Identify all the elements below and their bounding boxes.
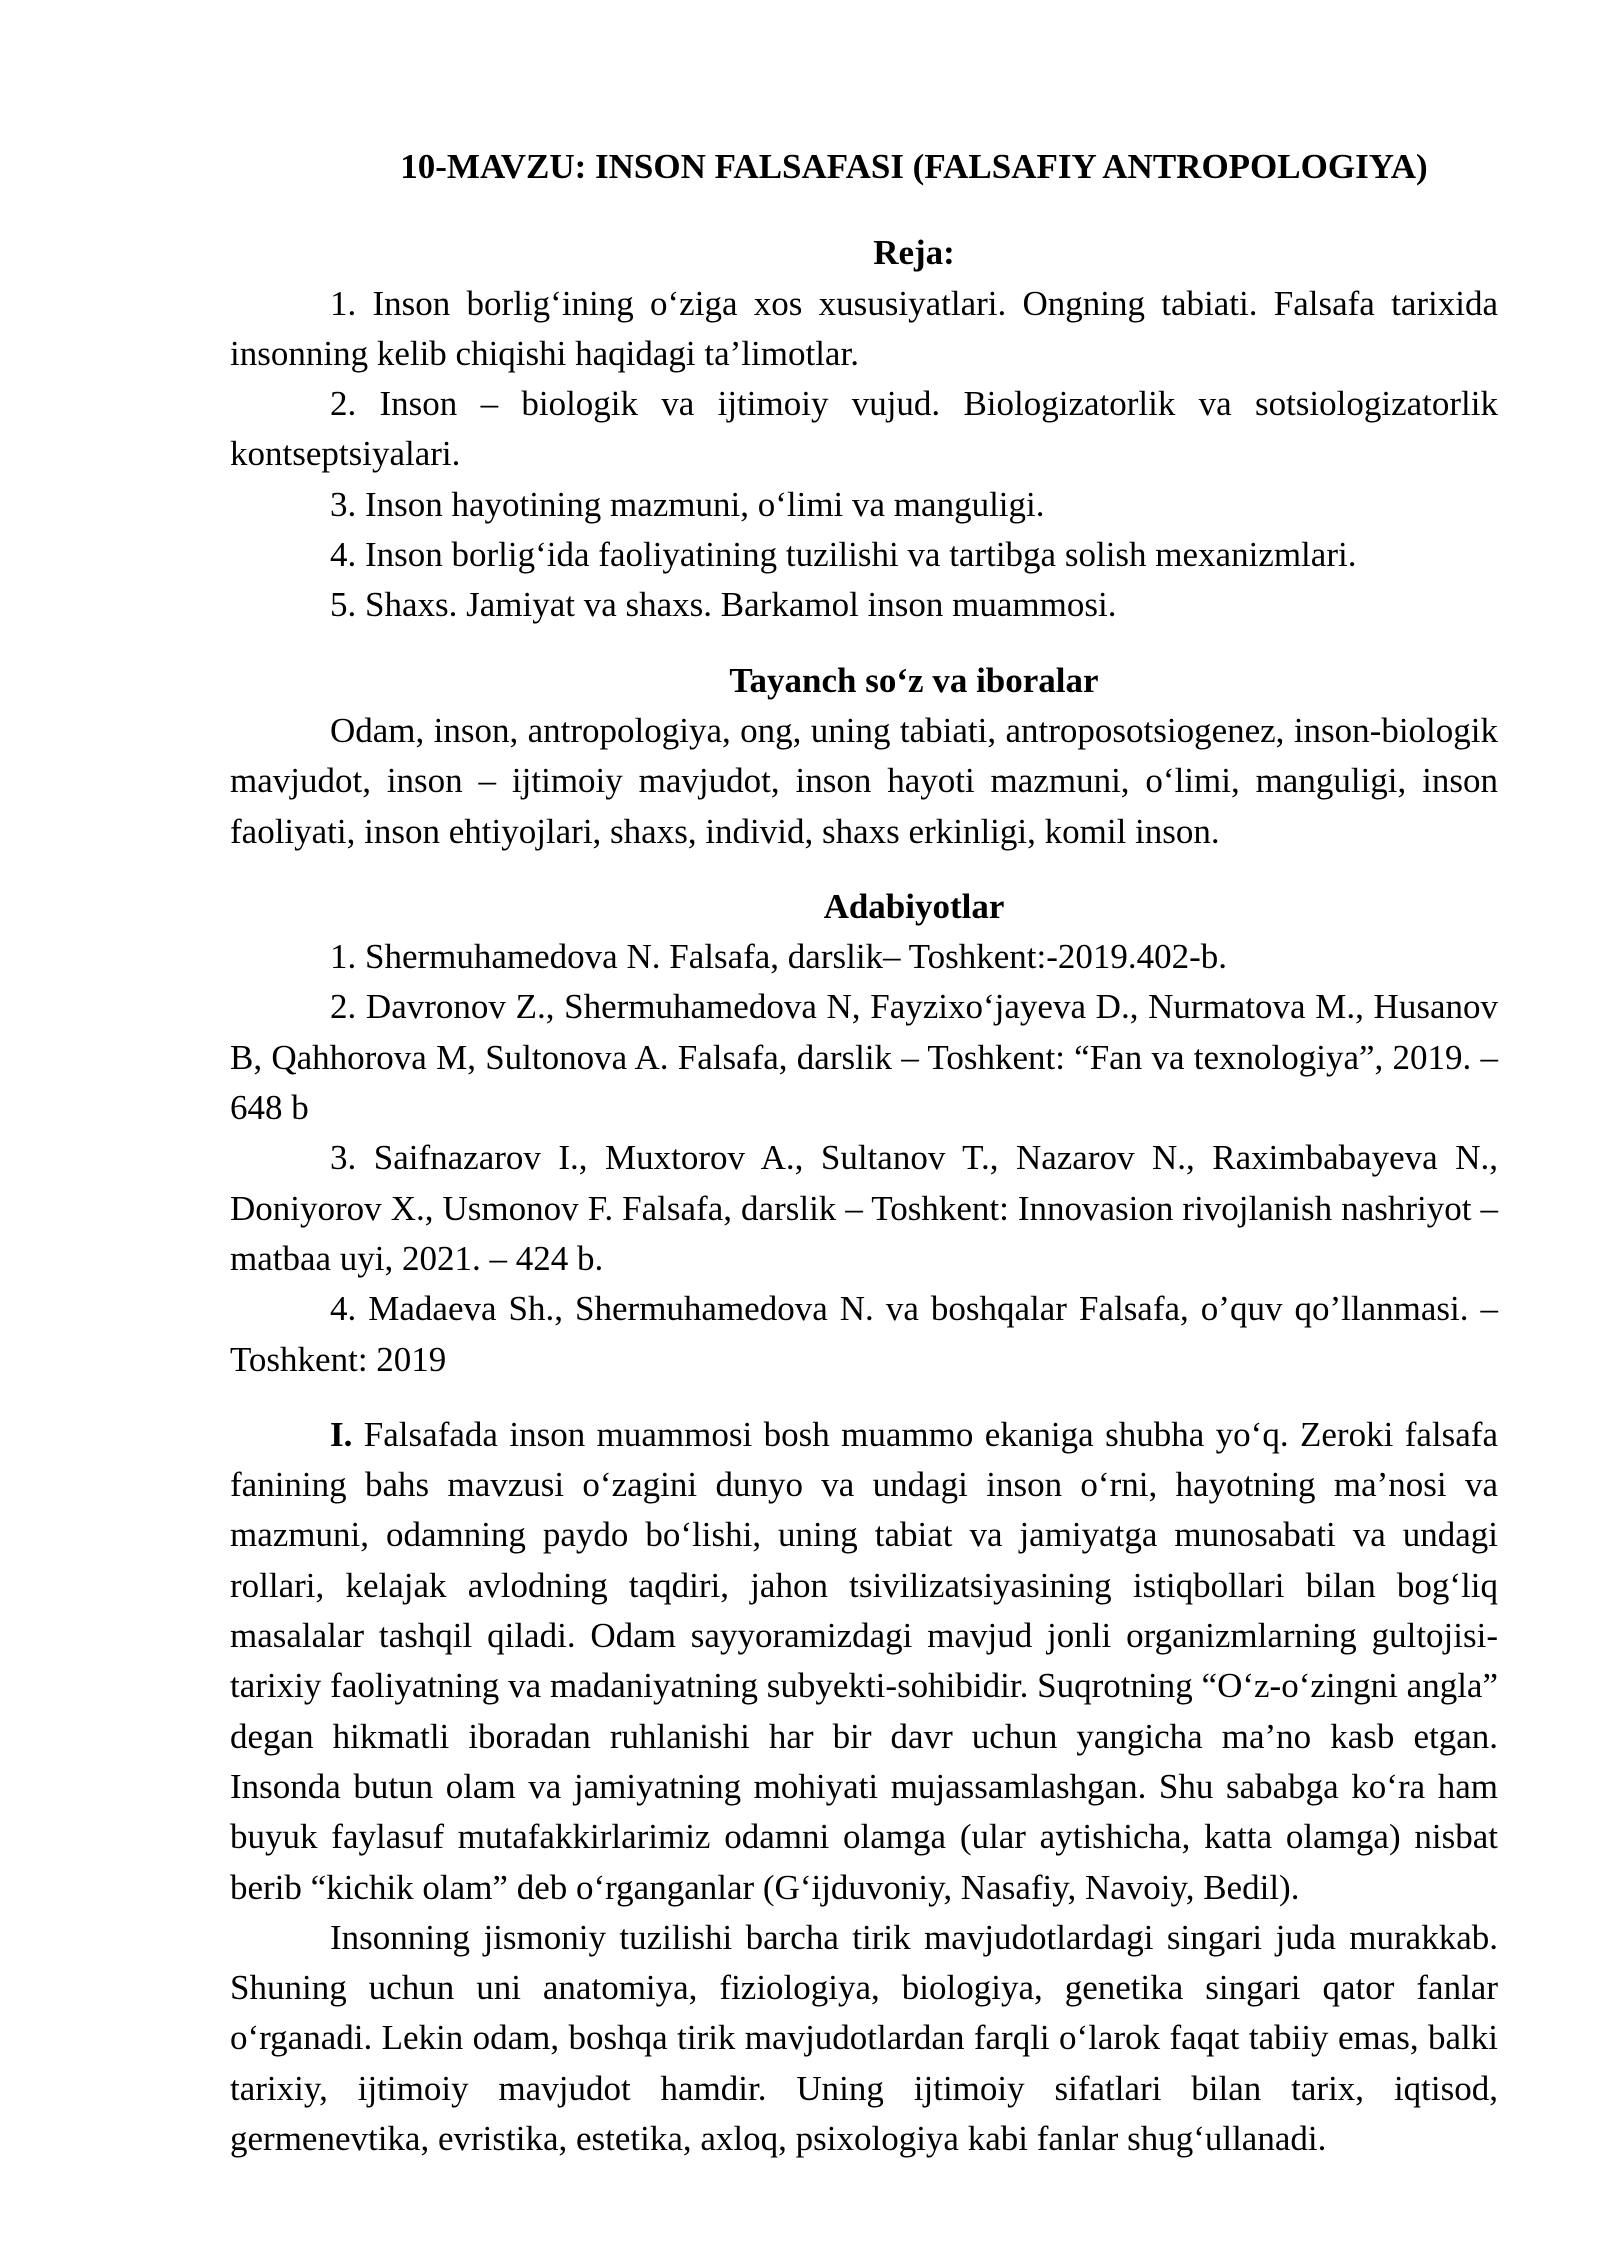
main-paragraph-2: Insonning jismoniy tuzilishi barcha tirik mavjudotlardagi singari juda murakkab. Shuning uchun uni anatomiya, fiziologiya, biologiya, genetika singari qator fanlar oʻrganadi. Lekin odam, boshqa tirik mavjudotlardan farqli oʻlarok faqat tabiiy emas, balki tarixiy, ijtimoiy mavjudot hamdir. Uning ijtimoiy sifatlari bilan tarix, iqtisod, germenevtika, evristika, estetika, axloq, psixologiya kabi fanlar shugʻullanadi. [230,1917,1498,2158]
reja-item-2: 2. Inson – biologik va ijtimoiy vujud. Biologizatorlik va sotsiologizatorlik kontseptsiyalari. [230,384,1498,474]
document-title: 10-MAVZU: INSON FALSAFASI (FALSAFIY ANTROPOLOGIYA) [400,147,1428,186]
reja-item-4: 4. Inson borligʻida faoliyatining tuzilishi va tartibga solish mexanizmlari. [330,535,1357,575]
reference-item-2: 2. Davronov Z., Shermuhamedova N, Fayzixoʻjayeva D., Nurmatova M., Husanov B, Qahhorova M, Sultonova A. Falsafa, darslik – Toshkent: “Fan va texnologiya”, 2019. – 648 b [230,987,1498,1128]
adabiyotlar-heading: Adabiyotlar [823,886,1005,926]
reference-item-3: 3. Saifnazarov I., Muxtorov A., Sultanov T., Nazarov N., Raximbabayeva N., Doniyorov X., Usmonov F. Falsafa, darslik – Toshkent: Innovasion rivojlanish nashriyot –matbaa uyi, 2021. – 424 b. [230,1138,1498,1278]
tayanch-heading: Tayanch soʻz va iboralar [729,660,1099,700]
reja-item-5: 5. Shaxs. Jamiyat va shaxs. Barkamol inson muammosi. [330,585,1117,625]
main-paragraph-1-text: Falsafada inson muammosi bosh muammo ekaniga shubha yoʻq. Zeroki falsafa fanining bahs mavzusi oʻzagini dunyo va undagi inson oʻrni, hayotning ma’nosi va mazmuni, odamning paydo boʻlishi, uning tabiat va jamiyatga munosabati va undagi rollari, kelajak avlodning taqdiri, jahon tsivilizatsiyasining istiqbollari bilan bogʻliq masalalar tashqil qiladi. Odam sayyoramizdagi mavjud jonli organizmlarning gultojisi- tarixiy faoliyatning va madaniyatning subyekti-sohibidir. Suqrotning “Oʻz-oʻzingni angla” degan hikmatli iboradan ruhlanishi har bir davr uchun yangicha ma’no kasb etgan. Insonda butun olam va jamiyatning mohiyati mujassamlashgan. Shu sababga koʻra ham buyuk faylasuf mutafakkirlarimiz odamni olamga (ular aytishicha, katta olamga) nisbat berib “kichik olam” deb oʻrganganlar (Gʻijduvoniy, Nasafiy, Navoiy, Bedil). [230,1414,1498,1907]
reja-item-3: 3. Inson hayotining mazmuni, oʻlimi va manguligi. [330,484,1045,524]
reference-item-1: 1. Shermuhamedova N. Falsafa, darslik– Toshkent:-2019.402-b. [330,937,1228,977]
reja-heading: Reja: [873,233,955,273]
reja-item-1: 1. Inson borligʻining oʻziga xos xususiyatlari. Ongning tabiati. Falsafa tarixida insonning kelib chiqishi haqidagi ta’limotlar. [230,283,1498,373]
paragraph-roman-marker: I. [330,1414,353,1454]
tayanch-paragraph: Odam, inson, antropologiya, ong, uning tabiati, antroposotsiogenez, inson-biologik mavjudot, inson – ijtimoiy mavjudot, inson hayoti mazmuni, oʻlimi, manguligi, inson faoliyati, inson ehtiyojlari, shaxs, individ, shaxs erkinligi, komil inson. [230,710,1498,851]
reference-item-4: 4. Madaeva Sh., Shermuhamedova N. va boshqalar Falsafa, o’quv qo’llanmasi. –Toshkent: 2019 [230,1289,1498,1379]
main-paragraph-1 [230,1410,1498,1913]
